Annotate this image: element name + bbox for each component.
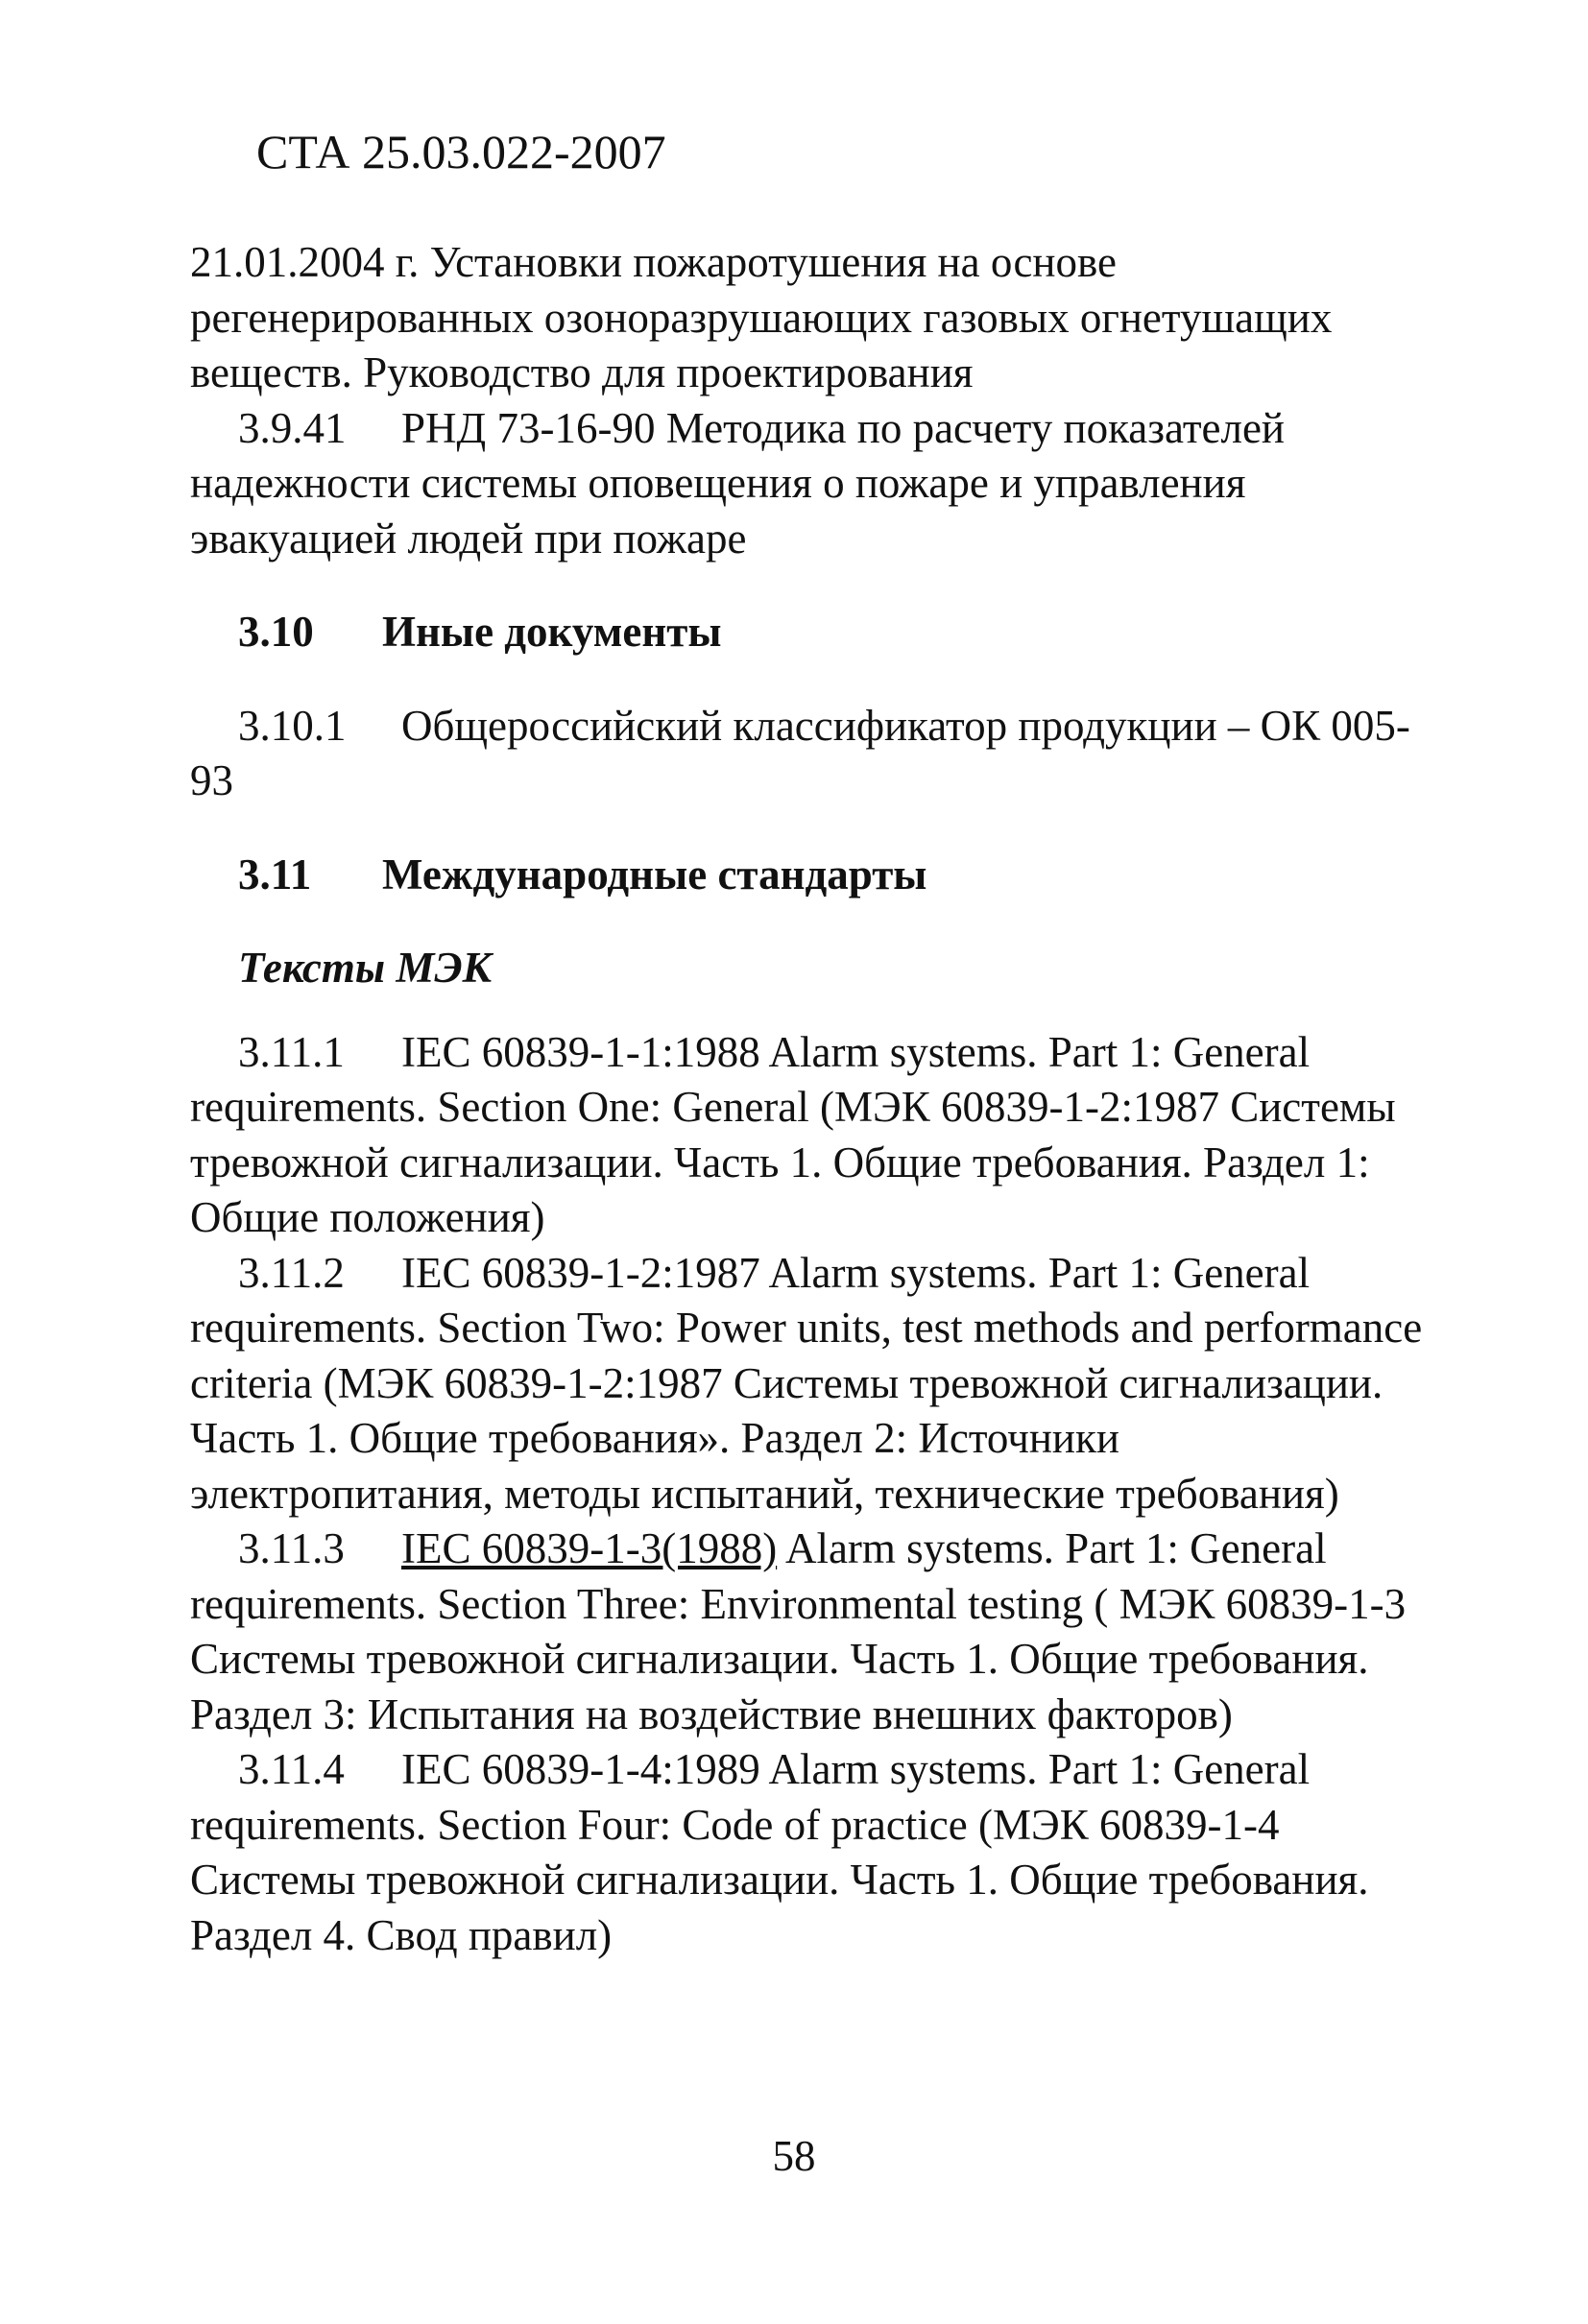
subheading-iec-texts: Тексты МЭК — [238, 944, 493, 992]
document-body — [190, 235, 1429, 1963]
clause-number: 3.10.1 — [238, 701, 347, 750]
clause-number: 3.11.4 — [238, 1745, 345, 1793]
paragraph-3-11-3 — [190, 1521, 1429, 1742]
clause-text: Общероссийский классификатор продукции – ОК 005-93 — [190, 701, 1410, 804]
section-number: 3.10 — [238, 608, 314, 656]
section-heading-3-10 — [238, 605, 1429, 660]
clause-text: Alarm systems. Part 1: General requirements. Section Three: Environmental testing ( МЭК 60839-1-3 Системы тревожной сигнализации. Часть 1. Общие требования. Раздел 3: Испытания на воздействие внешних факторов) — [190, 1524, 1407, 1738]
clause-text: IEC 60839-1-4:1989 Alarm systems. Part 1: General requirements. Section Four: Code of practice (МЭК 60839-1-4 Системы тревожной сигнализации. Часть 1. Общие требования. Раздел 4. Свод правил) — [190, 1745, 1369, 1959]
section-title: Международные стандарты — [382, 850, 927, 898]
clause-text: IEC 60839-1-1:1988 Alarm systems. Part 1: General requirements. Section One: General (МЭК 60839-1-2:1987 Системы тревожной сигнализации. Часть 1. Общие требования. Раздел 1: Общие положения) — [190, 1027, 1396, 1241]
paragraph-3-11-2 — [190, 1246, 1429, 1522]
clause-text: РНД 73-16-90 Методика по расчету показателей надежности системы оповещения о пожаре и управления эвакуацией людей при пожаре — [190, 403, 1286, 563]
document-code: СТА 25.03.022-2007 — [256, 125, 666, 179]
clause-number: 3.9.41 — [238, 403, 347, 452]
page-number: 58 — [772, 2132, 816, 2180]
paragraph-3-11-1 — [190, 1025, 1429, 1246]
section-number: 3.11 — [238, 850, 312, 898]
standard-reference-underlined: IEC 60839-1-3(1988) — [401, 1524, 778, 1572]
clause-number: 3.11.1 — [238, 1027, 345, 1076]
paragraph-continuation: 21.01.2004 г. Установки пожаротушения на основе регенерированных озоноразрушающих газовых огнетушащих веществ. Руководство для проектирования — [190, 238, 1333, 396]
clause-number: 3.11.3 — [238, 1524, 345, 1572]
section-title: Иные документы — [382, 608, 722, 656]
paragraph-3-9-41 — [190, 401, 1429, 567]
clause-number: 3.11.2 — [238, 1248, 345, 1297]
section-heading-3-11 — [238, 848, 1429, 903]
clause-text: IEC 60839-1-2:1987 Alarm systems. Part 1: General requirements. Section Two: Power units, test methods and performance criteria (МЭК 60839-1-2:1987 Системы тревожной сигнализации. Часть 1. Общие требования». Раздел 2: Источники электропитания, методы испытаний, технические требования) — [190, 1248, 1423, 1518]
paragraph-3-11-4 — [190, 1742, 1429, 1963]
paragraph-3-10-1 — [190, 699, 1429, 809]
